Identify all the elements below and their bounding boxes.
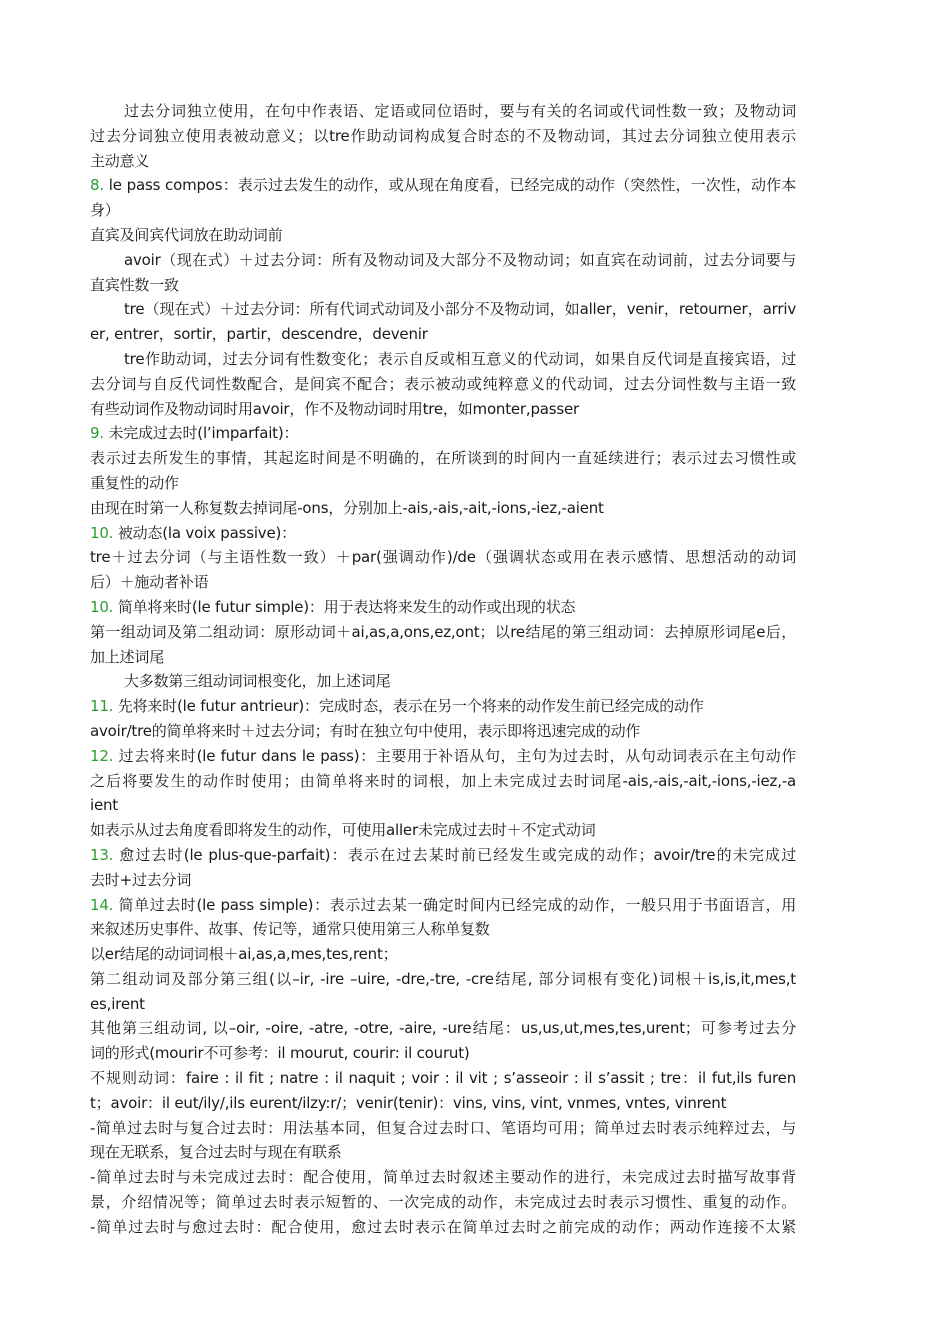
section-number: 10. <box>90 523 114 542</box>
text-line <box>90 1091 796 1116</box>
line-text: t；avoir：il eut/ily/,ils eurent/ilzy:r/；venir(tenir)：vins, vins, vint, vnmes, vntes, vinrent <box>90 1093 727 1112</box>
line-text: 过去分词独立使用表被动意义；以tre作助动词构成复合时态的不及物动词，其过去分词独立使用表示 <box>90 126 796 145</box>
text-line <box>90 471 796 496</box>
text-line <box>90 273 796 298</box>
text-line <box>90 297 796 322</box>
line-text: es,irent <box>90 994 145 1013</box>
text-line <box>90 843 796 868</box>
line-text: 身） <box>90 201 120 220</box>
text-line <box>90 1066 796 1091</box>
text-line <box>90 942 796 967</box>
line-text: 以er结尾的动词词根＋ai,as,a,mes,tes,rent； <box>90 945 398 964</box>
line-text: 不规则动词：faire : il fit ; natre : il naquit ; voir : il vit ; s’asseoir : il s’assit ; tre：il fut,ils furen <box>90 1069 796 1088</box>
line-text: 去分词与自反代词性数配合，是间宾不配合；表示被动或纯粹意义的代动词，过去分词性数与主语一致 <box>90 374 796 393</box>
line-text: 之后将要发生的动作时使用；由简单将来时的词根，加上未完成过去时词尾-ais,-ais,-ait,-ions,-iez,-a <box>90 771 796 790</box>
text-line <box>90 446 796 471</box>
text-line <box>90 99 796 124</box>
text-line <box>90 1016 796 1041</box>
line-text: le pass compos：表示过去发生的动作，或从现在角度看，已经完成的动作（突然性，一次性，动作本 <box>103 176 796 195</box>
text-line <box>90 397 796 422</box>
text-line <box>90 149 796 174</box>
text-line <box>90 744 796 769</box>
line-text: 来叙述历史事件、故事、传记等，通常只使用第三人称单复数 <box>90 920 490 939</box>
line-text: 如表示从过去角度看即将发生的动作，可使用aller未完成过去时＋不定式动词 <box>90 821 596 840</box>
line-text: -简单过去时与复合过去时：用法基本同，但复合过去时口、笔语均可用；简单过去时表示纯粹过去，与 <box>90 1118 796 1137</box>
text-line <box>90 421 796 446</box>
text-line <box>90 1116 796 1141</box>
line-text: 其他第三组动词, 以–oir, -oire, -atre, -otre, -aire, -ure结尾：us,us,ut,mes,tes,urent；可参考过去分 <box>90 1019 796 1038</box>
line-text: avoir/tre的简单将来时＋过去分词；有时在独立句中使用，表示即将迅速完成的动作 <box>90 721 641 740</box>
line-text: 加上述词尾 <box>90 647 165 666</box>
line-text: tre作助动词，过去分词有性数变化；表示自反或相互意义的代动词，如果自反代词是直接宾语，过 <box>124 349 796 368</box>
line-text: 大多数第三组动词词根变化，加上述词尾 <box>124 672 391 691</box>
line-text: 景，介绍情况等；简单过去时表示短暂的、一次完成的动作，未完成过去时表示习惯性、重复的动作。 <box>90 1193 796 1212</box>
line-text: ient <box>90 796 118 815</box>
text-line <box>90 570 796 595</box>
text-line <box>90 173 796 198</box>
line-text: 重复性的动作 <box>90 473 179 492</box>
text-line <box>90 198 796 223</box>
line-text: 表示过去所发生的事情，其起迄时间是不明确的，在所谈到的时间内一直延续进行；表示过去习惯性或 <box>90 449 796 468</box>
section-number: 12. <box>90 746 114 765</box>
section-number: 10. <box>90 597 114 616</box>
line-text: 被动态(la voix passive)： <box>113 523 296 542</box>
text-line <box>90 545 796 570</box>
section-number: 13. <box>90 845 114 864</box>
text-line <box>90 496 796 521</box>
text-line <box>90 917 796 942</box>
text-line <box>90 645 796 670</box>
text-line <box>90 322 796 347</box>
line-text: 先将来时(le futur antrieur)：完成时态，表示在另一个将来的动作发生前已经完成的动作 <box>113 697 704 716</box>
line-text: 后）＋施动者补语 <box>90 573 209 592</box>
text-line <box>90 1041 796 1066</box>
line-text: 第一组动词及第二组动词：原形动词＋ai,as,a,ons,ez,ont；以re结尾的第三组动词：去掉原形词尾e后， <box>90 622 796 641</box>
line-text: -简单过去时与愈过去时：配合使用，愈过去时表示在简单过去时之前完成的动作；两动作连接不太紧 <box>90 1217 796 1236</box>
line-text: er, entrer，sortir，partir，descendre，devenir <box>90 325 428 344</box>
line-text: 过去分词独立使用，在句中作表语、定语或同位语时，要与有关的名词或代词性数一致；及物动词 <box>124 102 796 120</box>
line-text: 词的形式(mourir不可参考：il mourut, courir: il courut) <box>90 1044 470 1063</box>
line-text: 第二组动词及部分第三组(以–ir, -ire –uire, -dre,-tre, -cre结尾, 部分词根有变化)词根＋is,is,it,mes,t <box>90 969 796 988</box>
section-number: 14. <box>90 895 114 914</box>
section-number: 8. <box>90 176 104 195</box>
text-line <box>90 818 796 843</box>
text-line <box>90 694 796 719</box>
line-text: 直宾性数一致 <box>90 275 179 294</box>
text-line <box>90 793 796 818</box>
line-text: -简单过去时与未完成过去时：配合使用，简单过去时叙述主要动作的进行，未完成过去时描写故事背 <box>90 1168 796 1187</box>
line-text: 直宾及间宾代词放在助动词前 <box>90 225 283 244</box>
line-text: tre（现在式）＋过去分词：所有代词式动词及小部分不及物动词，如aller，venir，retourner，arriv <box>124 300 796 319</box>
text-line <box>90 595 796 620</box>
line-text: 过去将来时(le futur dans le pass)：主要用于补语从句，主句为过去时，从句动词表示在主句动作 <box>113 746 796 765</box>
text-line <box>90 248 796 273</box>
line-text: 现在无联系，复合过去时与现在有联系 <box>90 1143 342 1162</box>
line-text: 愈过去时(le plus-que-parfait)：表示在过去某时前已经发生或完成的动作；avoir/tre的未完成过 <box>113 845 796 864</box>
text-line <box>90 372 796 397</box>
text-line <box>90 719 796 744</box>
line-text: 去时+过去分词 <box>90 870 192 889</box>
text-line <box>90 620 796 645</box>
line-text: 简单过去时(le pass simple)：表示过去某一确定时间内已经完成的动作，一般只用于书面语言，用 <box>113 895 796 914</box>
line-text: avoir（现在式）＋过去分词：所有及物动词及大部分不及物动词；如直宾在动词前，过去分词要与 <box>124 250 796 269</box>
text-line <box>90 1190 796 1215</box>
line-text: tre＋过去分词（与主语性数一致）＋par(强调动作)/de（强调状态或用在表示感情、思想活动的动词 <box>90 548 796 567</box>
text-line <box>90 669 796 694</box>
text-line <box>90 769 796 794</box>
line-text: 有些动词作及物动词时用avoir，作不及物动词时用tre，如monter,passer <box>90 399 580 418</box>
text-line <box>90 1140 796 1165</box>
line-text: 主动意义 <box>90 151 150 170</box>
text-line <box>90 521 796 546</box>
document-page <box>90 99 796 1240</box>
text-line <box>90 893 796 918</box>
text-line <box>90 992 796 1017</box>
text-line <box>90 868 796 893</box>
text-line <box>90 124 796 149</box>
line-text: 未完成过去时(l’imparfait)： <box>103 424 299 443</box>
text-line <box>90 223 796 248</box>
text-line <box>90 967 796 992</box>
line-text: 由现在时第一人称复数去掉词尾-ons，分别加上-ais,-ais,-ait,-ions,-iez,-aient <box>90 498 604 517</box>
section-number: 11. <box>90 697 114 716</box>
line-text: 简单将来时(le futur simple)：用于表达将来发生的动作或出现的状态 <box>113 597 576 616</box>
text-line <box>90 1215 796 1240</box>
text-line <box>90 347 796 372</box>
section-number: 9. <box>90 424 104 443</box>
text-line <box>90 1165 796 1190</box>
